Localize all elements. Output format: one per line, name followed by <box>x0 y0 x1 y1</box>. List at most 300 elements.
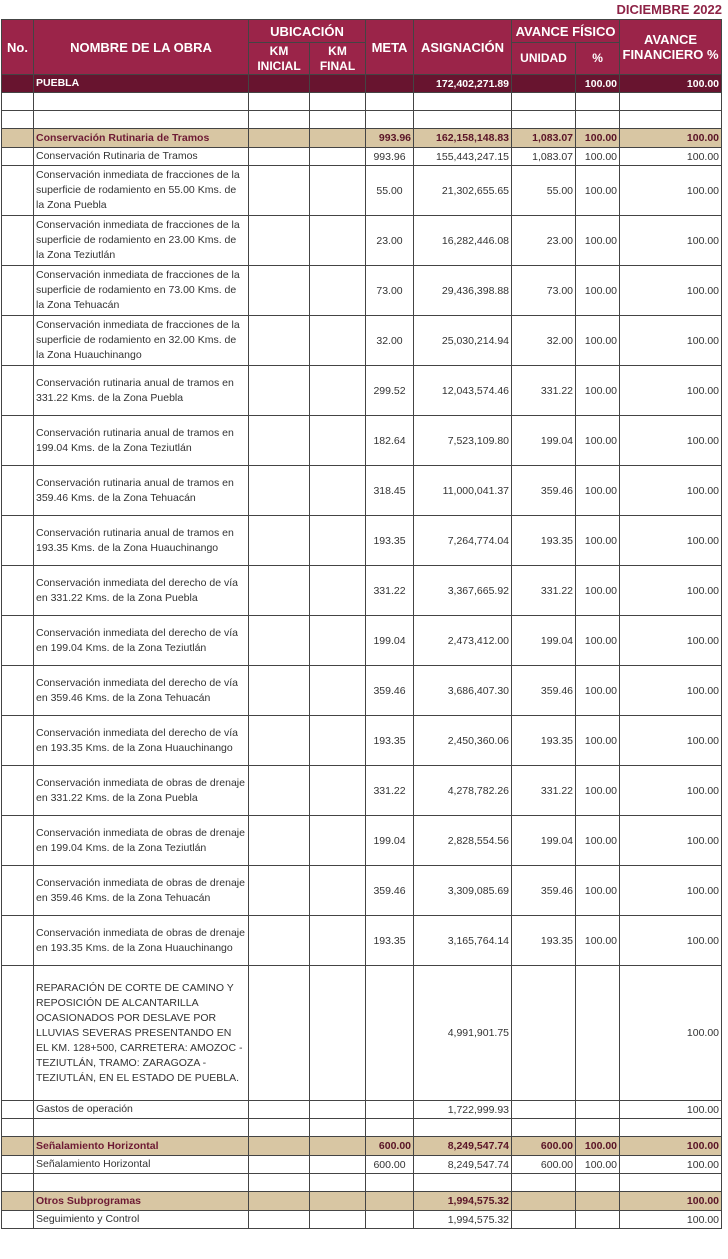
obra-name: Conservación rutinaria anual de tramos en 359.46 Kms. de la Zona Tehuacán <box>34 466 249 516</box>
header-row-top <box>2 20 722 43</box>
no-cell <box>2 916 34 966</box>
pct-cell: 100.00 <box>576 1156 620 1174</box>
no-cell <box>2 516 34 566</box>
table-row <box>2 316 722 366</box>
no-cell <box>2 416 34 466</box>
financiero-cell: 100.00 <box>620 816 722 866</box>
km-final-cell <box>310 516 366 566</box>
asignacion-cell: 29,436,398.88 <box>414 266 512 316</box>
obra-name: Gastos de operación <box>34 1101 249 1119</box>
empty-cell <box>576 111 620 129</box>
empty-cell <box>512 111 576 129</box>
asignacion-cell: 4,278,782.26 <box>414 766 512 816</box>
unidad-cell: 193.35 <box>512 716 576 766</box>
km-inicial-cell <box>249 666 310 716</box>
unidad-cell: 359.46 <box>512 466 576 516</box>
empty-cell <box>620 111 722 129</box>
no-cell <box>2 716 34 766</box>
empty-cell <box>249 111 310 129</box>
meta-cell: 23.00 <box>366 216 414 266</box>
unidad-cell: 331.22 <box>512 366 576 416</box>
no-cell <box>2 316 34 366</box>
financiero-cell: 100.00 <box>620 366 722 416</box>
obra-name: Conservación inmediata de obras de drenaje en 331.22 Kms. de la Zona Puebla <box>34 766 249 816</box>
asignacion-cell: 172,402,271.89 <box>414 75 512 93</box>
financiero-cell: 100.00 <box>620 616 722 666</box>
meta-cell: 318.45 <box>366 466 414 516</box>
meta-cell <box>366 1192 414 1211</box>
obra-name: Seguimiento y Control <box>34 1211 249 1229</box>
obra-name: Conservación rutinaria anual de tramos en 193.35 Kms. de la Zona Huauchinango <box>34 516 249 566</box>
km-final-cell <box>310 966 366 1101</box>
meta-cell: 73.00 <box>366 266 414 316</box>
km-inicial-cell <box>249 1156 310 1174</box>
empty-cell <box>2 111 34 129</box>
financiero-cell: 100.00 <box>620 216 722 266</box>
no-cell <box>2 766 34 816</box>
table-row <box>2 216 722 266</box>
unidad-cell <box>512 966 576 1101</box>
asignacion-cell: 12,043,574.46 <box>414 366 512 416</box>
empty-cell <box>576 93 620 111</box>
meta-cell: 600.00 <box>366 1156 414 1174</box>
pct-cell: 100.00 <box>576 416 620 466</box>
km-final-cell <box>310 916 366 966</box>
empty-cell <box>576 1119 620 1137</box>
empty-cell <box>366 1174 414 1192</box>
km-final-cell <box>310 416 366 466</box>
pct-cell: 100.00 <box>576 366 620 416</box>
no-cell <box>2 966 34 1101</box>
km-final-cell <box>310 566 366 616</box>
col-km-final: KM FINAL <box>310 43 366 75</box>
subprogram-name: Conservación Rutinaria de Tramos <box>34 129 249 148</box>
empty-cell <box>34 1119 249 1137</box>
unidad-cell <box>512 1101 576 1119</box>
financiero-cell: 100.00 <box>620 516 722 566</box>
pct-cell: 100.00 <box>576 216 620 266</box>
empty-cell <box>366 1119 414 1137</box>
no-cell <box>2 1137 34 1156</box>
financiero-cell: 100.00 <box>620 1156 722 1174</box>
obra-name: Conservación inmediata de obras de drenaje en 199.04 Kms. de la Zona Teziutlán <box>34 816 249 866</box>
financiero-cell: 100.00 <box>620 1211 722 1229</box>
asignacion-cell: 25,030,214.94 <box>414 316 512 366</box>
meta-cell: 182.64 <box>366 416 414 466</box>
unidad-cell: 600.00 <box>512 1137 576 1156</box>
obra-name: Conservación Rutinaria de Tramos <box>34 148 249 166</box>
empty-cell <box>576 1174 620 1192</box>
table-row <box>2 416 722 466</box>
km-inicial-cell <box>249 129 310 148</box>
meta-cell: 331.22 <box>366 766 414 816</box>
km-inicial-cell <box>249 866 310 916</box>
unidad-cell <box>512 1192 576 1211</box>
unidad-cell: 331.22 <box>512 766 576 816</box>
no-cell <box>2 366 34 416</box>
asignacion-cell: 7,264,774.04 <box>414 516 512 566</box>
empty-cell <box>310 93 366 111</box>
asignacion-cell: 7,523,109.80 <box>414 416 512 466</box>
financiero-cell: 100.00 <box>620 766 722 816</box>
spacer-row <box>2 93 722 111</box>
unidad-cell <box>512 1211 576 1229</box>
table-row <box>2 866 722 916</box>
empty-cell <box>512 1119 576 1137</box>
col-km-inicial: KM INICIAL <box>249 43 310 75</box>
empty-cell <box>414 1119 512 1137</box>
km-inicial-cell <box>249 148 310 166</box>
pct-cell: 100.00 <box>576 1137 620 1156</box>
financiero-cell: 100.00 <box>620 666 722 716</box>
empty-cell <box>620 1119 722 1137</box>
empty-cell <box>34 93 249 111</box>
empty-cell <box>249 1119 310 1137</box>
obra-name: Conservación inmediata del derecho de vía en 199.04 Kms. de la Zona Teziutlán <box>34 616 249 666</box>
obra-name: Conservación rutinaria anual de tramos en 331.22 Kms. de la Zona Puebla <box>34 366 249 416</box>
no-cell <box>2 75 34 93</box>
empty-cell <box>2 1174 34 1192</box>
empty-cell <box>512 1174 576 1192</box>
km-inicial-cell <box>249 516 310 566</box>
unidad-cell: 73.00 <box>512 266 576 316</box>
unidad-cell: 600.00 <box>512 1156 576 1174</box>
km-inicial-cell <box>249 616 310 666</box>
meta-cell: 199.04 <box>366 616 414 666</box>
empty-cell <box>366 111 414 129</box>
km-final-cell <box>310 866 366 916</box>
no-cell <box>2 1156 34 1174</box>
financiero-cell: 100.00 <box>620 1101 722 1119</box>
obra-name: Conservación rutinaria anual de tramos en 199.04 Kms. de la Zona Teziutlán <box>34 416 249 466</box>
km-inicial-cell <box>249 416 310 466</box>
table-row <box>2 466 722 516</box>
asignacion-cell: 8,249,547.74 <box>414 1156 512 1174</box>
pct-cell <box>576 1211 620 1229</box>
pct-cell <box>576 1192 620 1211</box>
km-inicial-cell <box>249 75 310 93</box>
no-cell <box>2 1101 34 1119</box>
pct-cell: 100.00 <box>576 75 620 93</box>
km-inicial-cell <box>249 216 310 266</box>
meta-cell: 993.96 <box>366 129 414 148</box>
no-cell <box>2 616 34 666</box>
km-final-cell <box>310 1211 366 1229</box>
financiero-cell: 100.00 <box>620 916 722 966</box>
meta-cell: 55.00 <box>366 166 414 216</box>
col-nombre: NOMBRE DE LA OBRA <box>34 20 249 75</box>
obra-name: Señalamiento Horizontal <box>34 1156 249 1174</box>
empty-cell <box>34 111 249 129</box>
meta-cell: 193.35 <box>366 516 414 566</box>
asignacion-cell: 3,686,407.30 <box>414 666 512 716</box>
pct-cell: 100.00 <box>576 816 620 866</box>
meta-cell: 359.46 <box>366 866 414 916</box>
km-final-cell <box>310 166 366 216</box>
asignacion-cell: 21,302,655.65 <box>414 166 512 216</box>
km-inicial-cell <box>249 366 310 416</box>
state-row-puebla <box>2 75 722 93</box>
km-final-cell <box>310 148 366 166</box>
obra-name: Conservación inmediata del derecho de vía en 193.35 Kms. de la Zona Huauchinango <box>34 716 249 766</box>
table-row <box>2 266 722 316</box>
empty-cell <box>620 1174 722 1192</box>
km-final-cell <box>310 316 366 366</box>
empty-cell <box>249 1174 310 1192</box>
empty-cell <box>512 93 576 111</box>
table-row <box>2 966 722 1101</box>
obra-name: Conservación inmediata del derecho de vía en 331.22 Kms. de la Zona Puebla <box>34 566 249 616</box>
km-inicial-cell <box>249 816 310 866</box>
pct-cell: 100.00 <box>576 666 620 716</box>
obra-name: Conservación inmediata de fracciones de la superficie de rodamiento en 55.00 Kms. de la Zona Puebla <box>34 166 249 216</box>
unidad-cell: 55.00 <box>512 166 576 216</box>
asignacion-cell: 4,991,901.75 <box>414 966 512 1101</box>
asignacion-cell: 2,473,412.00 <box>414 616 512 666</box>
subprogram-row <box>2 1137 722 1156</box>
pct-cell: 100.00 <box>576 516 620 566</box>
pct-cell: 100.00 <box>576 129 620 148</box>
asignacion-cell: 8,249,547.74 <box>414 1137 512 1156</box>
no-cell <box>2 866 34 916</box>
meta-cell: 600.00 <box>366 1137 414 1156</box>
km-final-cell <box>310 1137 366 1156</box>
pct-cell: 100.00 <box>576 566 620 616</box>
empty-cell <box>310 111 366 129</box>
km-inicial-cell <box>249 716 310 766</box>
asignacion-cell: 1,994,575.32 <box>414 1192 512 1211</box>
asignacion-cell: 11,000,041.37 <box>414 466 512 516</box>
km-final-cell <box>310 716 366 766</box>
col-pct: % <box>576 43 620 75</box>
spacer-row <box>2 1119 722 1137</box>
meta-cell: 993.96 <box>366 148 414 166</box>
asignacion-cell: 3,367,665.92 <box>414 566 512 616</box>
unidad-cell <box>512 75 576 93</box>
km-inicial-cell <box>249 966 310 1101</box>
unidad-cell: 193.35 <box>512 916 576 966</box>
asignacion-cell: 1,994,575.32 <box>414 1211 512 1229</box>
col-ubicacion: UBICACIÓN <box>249 20 366 43</box>
asignacion-cell: 3,309,085.69 <box>414 866 512 916</box>
unidad-cell: 359.46 <box>512 666 576 716</box>
obra-name: Conservación inmediata de fracciones de la superficie de rodamiento en 32.00 Kms. de la Zona Huauchinango <box>34 316 249 366</box>
col-meta: META <box>366 20 414 75</box>
table-row <box>2 1156 722 1174</box>
obra-name: Conservación inmediata de fracciones de la superficie de rodamiento en 23.00 Kms. de la Zona Teziutlán <box>34 216 249 266</box>
empty-cell <box>414 1174 512 1192</box>
financiero-cell: 100.00 <box>620 166 722 216</box>
km-inicial-cell <box>249 1211 310 1229</box>
table-row <box>2 1211 722 1229</box>
obra-name: Conservación inmediata del derecho de vía en 359.46 Kms. de la Zona Tehuacán <box>34 666 249 716</box>
obra-name: REPARACIÓN DE CORTE DE CAMINO Y REPOSICIÓN DE ALCANTARILLA OCASIONADOS POR DESLAVE POR LLUVIAS SEVERAS PRESENTANDO EN EL KM. 128+500, CARRETERA: AMOZOC - TEZIUTLÁN, TRAMO: ZARAGOZA - TEZIUTLÁN, EN EL ESTADO DE PUEBLA. <box>34 966 249 1101</box>
asignacion-cell: 162,158,148.83 <box>414 129 512 148</box>
table-row <box>2 666 722 716</box>
empty-cell <box>310 1174 366 1192</box>
table-row <box>2 766 722 816</box>
asignacion-cell: 155,443,247.15 <box>414 148 512 166</box>
meta-cell: 359.46 <box>366 666 414 716</box>
no-cell <box>2 666 34 716</box>
no-cell <box>2 1192 34 1211</box>
km-final-cell <box>310 466 366 516</box>
empty-cell <box>620 93 722 111</box>
km-final-cell <box>310 266 366 316</box>
unidad-cell: 331.22 <box>512 566 576 616</box>
km-inicial-cell <box>249 566 310 616</box>
asignacion-cell: 16,282,446.08 <box>414 216 512 266</box>
asignacion-cell: 1,722,999.93 <box>414 1101 512 1119</box>
subprogram-row <box>2 1192 722 1211</box>
km-inicial-cell <box>249 466 310 516</box>
meta-cell <box>366 75 414 93</box>
meta-cell: 299.52 <box>366 366 414 416</box>
asignacion-cell: 2,450,360.06 <box>414 716 512 766</box>
financiero-cell: 100.00 <box>620 716 722 766</box>
empty-cell <box>414 93 512 111</box>
obra-name: Conservación inmediata de obras de drenaje en 359.46 Kms. de la Zona Tehuacán <box>34 866 249 916</box>
financiero-cell: 100.00 <box>620 1192 722 1211</box>
financiero-cell: 100.00 <box>620 316 722 366</box>
pct-cell: 100.00 <box>576 166 620 216</box>
table-row <box>2 166 722 216</box>
km-inicial-cell <box>249 316 310 366</box>
unidad-cell: 199.04 <box>512 616 576 666</box>
page-title: DICIEMBRE 2022 <box>616 2 722 17</box>
col-unidad: UNIDAD <box>512 43 576 75</box>
spacer-row <box>2 1174 722 1192</box>
no-cell <box>2 216 34 266</box>
pct-cell <box>576 966 620 1101</box>
km-inicial-cell <box>249 766 310 816</box>
pct-cell: 100.00 <box>576 316 620 366</box>
pct-cell: 100.00 <box>576 916 620 966</box>
unidad-cell: 1,083.07 <box>512 148 576 166</box>
km-final-cell <box>310 1101 366 1119</box>
empty-cell <box>249 93 310 111</box>
spacer-row <box>2 111 722 129</box>
no-cell <box>2 129 34 148</box>
meta-cell: 32.00 <box>366 316 414 366</box>
no-cell <box>2 466 34 516</box>
km-final-cell <box>310 129 366 148</box>
empty-cell <box>310 1119 366 1137</box>
km-final-cell <box>310 75 366 93</box>
pct-cell: 100.00 <box>576 148 620 166</box>
km-final-cell <box>310 666 366 716</box>
financiero-cell: 100.00 <box>620 566 722 616</box>
subprogram-row <box>2 129 722 148</box>
state-name: PUEBLA <box>34 75 249 93</box>
pct-cell: 100.00 <box>576 266 620 316</box>
obra-name: Conservación inmediata de fracciones de la superficie de rodamiento en 73.00 Kms. de la Zona Tehuacán <box>34 266 249 316</box>
table-row <box>2 916 722 966</box>
km-final-cell <box>310 1192 366 1211</box>
no-cell <box>2 566 34 616</box>
meta-cell: 193.35 <box>366 716 414 766</box>
financiero-cell: 100.00 <box>620 148 722 166</box>
table-row <box>2 616 722 666</box>
empty-cell <box>2 93 34 111</box>
unidad-cell: 1,083.07 <box>512 129 576 148</box>
financiero-cell: 100.00 <box>620 416 722 466</box>
pct-cell: 100.00 <box>576 716 620 766</box>
km-final-cell <box>310 816 366 866</box>
table-row <box>2 1101 722 1119</box>
pct-cell: 100.00 <box>576 616 620 666</box>
table-row <box>2 516 722 566</box>
km-final-cell <box>310 1156 366 1174</box>
table-row <box>2 816 722 866</box>
financiero-cell: 100.00 <box>620 966 722 1101</box>
col-asignacion: ASIGNACIÓN <box>414 20 512 75</box>
subprogram-name: Otros Subprogramas <box>34 1192 249 1211</box>
table-row <box>2 366 722 416</box>
pct-cell <box>576 1101 620 1119</box>
km-inicial-cell <box>249 166 310 216</box>
table-row <box>2 148 722 166</box>
empty-cell <box>414 111 512 129</box>
empty-cell <box>2 1119 34 1137</box>
meta-cell <box>366 1211 414 1229</box>
no-cell <box>2 1211 34 1229</box>
financiero-cell: 100.00 <box>620 266 722 316</box>
km-final-cell <box>310 216 366 266</box>
financiero-cell: 100.00 <box>620 129 722 148</box>
km-inicial-cell <box>249 916 310 966</box>
meta-cell <box>366 1101 414 1119</box>
pct-cell: 100.00 <box>576 866 620 916</box>
unidad-cell: 359.46 <box>512 866 576 916</box>
no-cell <box>2 148 34 166</box>
col-avance-fisico: AVANCE FÍSICO <box>512 20 620 43</box>
meta-cell: 199.04 <box>366 816 414 866</box>
km-inicial-cell <box>249 266 310 316</box>
km-final-cell <box>310 616 366 666</box>
empty-cell <box>34 1174 249 1192</box>
km-final-cell <box>310 766 366 816</box>
no-cell <box>2 166 34 216</box>
financiero-cell: 100.00 <box>620 866 722 916</box>
unidad-cell: 23.00 <box>512 216 576 266</box>
asignacion-cell: 2,828,554.56 <box>414 816 512 866</box>
asignacion-cell: 3,165,764.14 <box>414 916 512 966</box>
no-cell <box>2 266 34 316</box>
km-inicial-cell <box>249 1192 310 1211</box>
no-cell <box>2 816 34 866</box>
empty-cell <box>366 93 414 111</box>
meta-cell: 193.35 <box>366 916 414 966</box>
financiero-cell: 100.00 <box>620 466 722 516</box>
meta-cell: 331.22 <box>366 566 414 616</box>
pct-cell: 100.00 <box>576 466 620 516</box>
km-inicial-cell <box>249 1137 310 1156</box>
col-no: No. <box>2 20 34 75</box>
obras-table <box>1 19 722 1229</box>
unidad-cell: 199.04 <box>512 816 576 866</box>
km-inicial-cell <box>249 1101 310 1119</box>
unidad-cell: 199.04 <box>512 416 576 466</box>
table-row <box>2 566 722 616</box>
financiero-cell: 100.00 <box>620 75 722 93</box>
km-final-cell <box>310 366 366 416</box>
unidad-cell: 193.35 <box>512 516 576 566</box>
pct-cell: 100.00 <box>576 766 620 816</box>
subprogram-name: Señalamiento Horizontal <box>34 1137 249 1156</box>
unidad-cell: 32.00 <box>512 316 576 366</box>
table-row <box>2 716 722 766</box>
